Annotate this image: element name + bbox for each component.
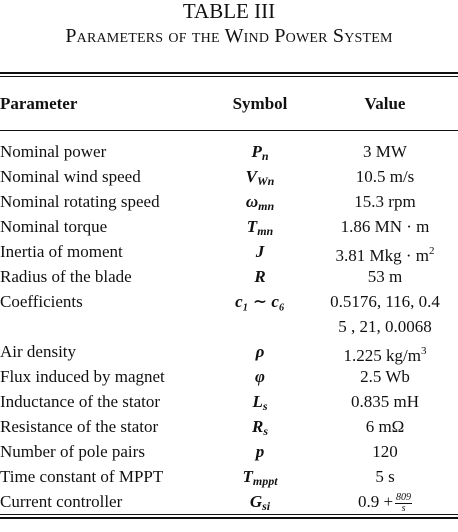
value-cell xyxy=(320,439,450,464)
symbol-cell xyxy=(208,339,312,364)
value-cell xyxy=(320,489,450,514)
value-text: 1.225 kg/m xyxy=(343,346,421,365)
table-title: Parameters of the Wind Power System xyxy=(65,25,393,47)
header-rule xyxy=(0,130,458,131)
symbol-cell xyxy=(208,264,312,289)
table-row xyxy=(0,264,458,289)
table-row xyxy=(0,139,458,164)
value-text: 6 mΩ xyxy=(365,417,405,436)
value-text: 120 xyxy=(372,442,398,461)
parameter-cell: Air density xyxy=(0,342,77,361)
table-row xyxy=(0,314,458,339)
symbol-text: ρ xyxy=(255,342,265,361)
symbol-subscript: Wn xyxy=(257,174,275,188)
value-text: 53 m xyxy=(367,267,403,286)
symbol-text: c₁ ∼ c₆ xyxy=(235,292,285,311)
value-text: 5 , 21, 0.0068 xyxy=(338,317,432,336)
parameters-table xyxy=(0,90,458,118)
value-text: 3.81 Mkg · m xyxy=(335,246,429,265)
top-rule xyxy=(0,72,458,77)
value-cell xyxy=(320,264,450,289)
value-cell xyxy=(320,214,450,239)
table-row xyxy=(0,164,458,189)
symbol-subscript: s xyxy=(263,424,268,438)
parameter-cell: Number of pole pairs xyxy=(0,442,145,461)
value-text: 15.3 rpm xyxy=(354,192,416,211)
table-row xyxy=(0,389,458,414)
table-row xyxy=(0,239,458,264)
fraction-numerator: 809 xyxy=(396,491,412,503)
parameter-cell: Nominal wind speed xyxy=(0,167,141,186)
symbol-subscript: s xyxy=(262,399,268,413)
symbol-text: T xyxy=(242,467,253,486)
table-row xyxy=(0,439,458,464)
table-row xyxy=(0,289,458,314)
symbol-subscript: mn xyxy=(257,224,274,238)
symbol-text: φ xyxy=(255,367,265,386)
symbol-text: P xyxy=(251,142,262,161)
parameter-cell: Coefficients xyxy=(0,292,83,311)
parameter-cell: Flux induced by magnet xyxy=(0,367,165,386)
header-symbol: Symbol xyxy=(232,94,288,113)
value-text: 5 s xyxy=(375,467,395,486)
symbol-text: ω xyxy=(245,192,259,211)
value-text: 10.5 m/s xyxy=(355,167,415,186)
value-cell xyxy=(320,314,450,339)
value-cell xyxy=(320,414,450,439)
symbol-cell xyxy=(208,364,312,389)
symbol-subscript: n xyxy=(261,149,269,163)
header-value: Value xyxy=(364,94,406,113)
symbol-cell xyxy=(208,239,312,264)
value-cell xyxy=(320,464,450,489)
symbol-cell xyxy=(208,439,312,464)
symbol-text: R xyxy=(251,417,264,436)
table-label: TABLE III xyxy=(182,0,276,23)
value-cell xyxy=(320,139,450,164)
value-cell xyxy=(320,389,450,414)
value-cell xyxy=(320,164,450,189)
value-text: 0.835 mH xyxy=(351,392,419,411)
table-row xyxy=(0,214,458,239)
symbol-subscript: mppt xyxy=(252,474,278,488)
parameter-cell: Current controller xyxy=(0,492,123,511)
symbol-text: J xyxy=(255,242,265,261)
table-row xyxy=(0,489,458,514)
table-row xyxy=(0,414,458,439)
value-text: 1.86 MN · m xyxy=(340,217,430,236)
value-superscript: 2 xyxy=(429,245,435,257)
symbol-subscript: mn xyxy=(258,199,275,213)
value-cell xyxy=(320,289,450,314)
value-superscript: 3 xyxy=(420,345,427,357)
symbol-text: T xyxy=(246,217,258,236)
parameter-cell: Time constant of MPPT xyxy=(0,467,164,486)
symbol-text: V xyxy=(245,167,257,186)
value-fraction xyxy=(395,493,412,514)
parameter-cell: Inductance of the stator xyxy=(0,392,161,411)
table-caption xyxy=(0,0,458,48)
bottom-rule xyxy=(0,514,458,519)
table-row xyxy=(0,189,458,214)
table-row xyxy=(0,464,458,489)
symbol-text: L xyxy=(252,392,263,411)
table-header-row xyxy=(0,90,458,118)
symbol-text: R xyxy=(254,267,266,286)
table-row xyxy=(0,339,458,364)
parameter-cell: Nominal rotating speed xyxy=(0,192,160,211)
value-cell xyxy=(320,364,450,389)
symbol-subscript: si xyxy=(262,499,271,513)
symbol-text: p xyxy=(255,442,265,461)
fraction-denominator: s xyxy=(401,502,406,514)
table-body xyxy=(0,139,458,514)
parameter-cell: Radius of the blade xyxy=(0,267,132,286)
symbol-cell xyxy=(208,289,312,314)
value-text: 0.9 + xyxy=(357,492,394,511)
parameter-cell: Nominal power xyxy=(0,142,107,161)
parameter-cell: Nominal torque xyxy=(0,217,108,236)
value-text: 0.5176, 116, 0.4 xyxy=(330,292,440,311)
header-parameter: Parameter xyxy=(0,94,78,113)
value-text: 2.5 Wb xyxy=(360,367,410,386)
parameter-cell: Resistance of the stator xyxy=(0,417,159,436)
parameter-cell: Inertia of moment xyxy=(0,242,123,261)
value-cell xyxy=(320,189,450,214)
value-text: 3 MW xyxy=(363,142,407,161)
symbol-text: G xyxy=(249,492,263,511)
table-row xyxy=(0,364,458,389)
